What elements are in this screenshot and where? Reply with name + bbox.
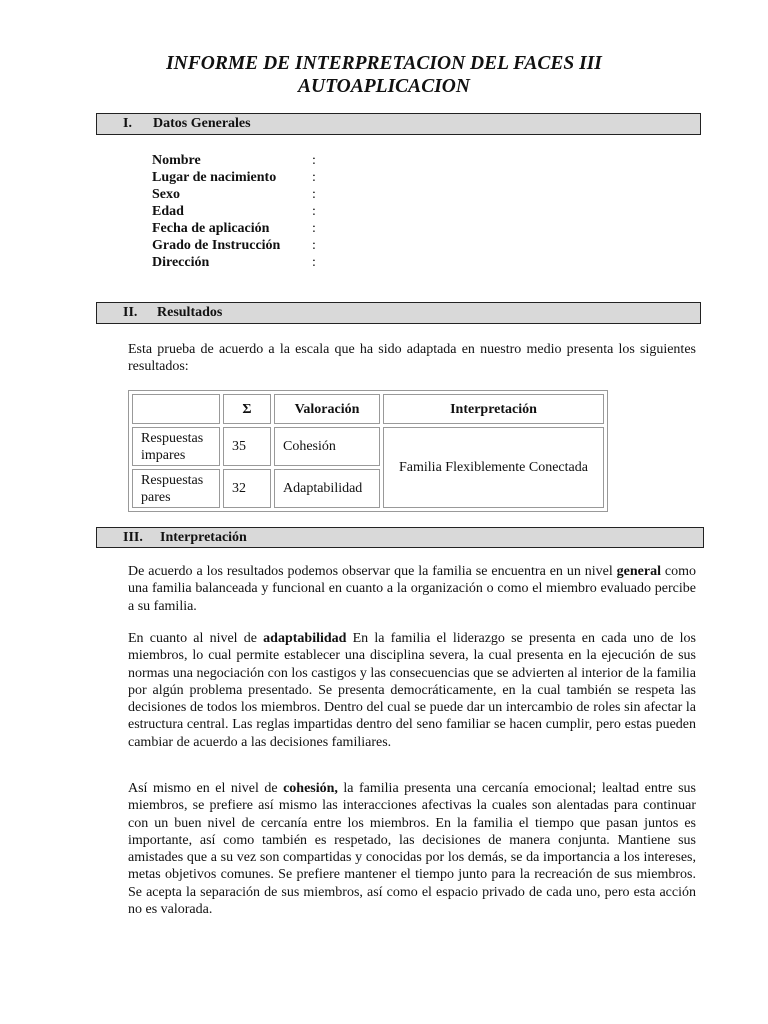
field-separator: : (312, 221, 316, 236)
field-label: Nombre (152, 153, 201, 168)
row-valoracion: Adaptabilidad (274, 469, 380, 508)
section-header-resultados (96, 302, 701, 324)
field-separator: : (312, 170, 316, 185)
row-sum: 32 (223, 469, 271, 508)
table-header-cell (132, 394, 220, 424)
field-separator: : (312, 153, 316, 168)
results-table (128, 390, 608, 512)
field-row-edad (152, 203, 332, 220)
document-title (0, 52, 768, 98)
table-header-sigma: Σ (223, 394, 271, 424)
paragraph-text: Así mismo en el nivel de (128, 781, 284, 796)
section-label: Resultados (157, 305, 223, 320)
section-header-datos-generales (96, 113, 701, 135)
field-separator: : (312, 255, 316, 270)
field-row-fecha-de-aplicacion (152, 220, 332, 237)
paragraph-text: En cuanto al nivel de (128, 631, 264, 646)
resultados-intro: Esta prueba de acuerdo a la escala que ha sido adaptada en nuestro medio presenta los siguientes resultados: (128, 342, 696, 375)
field-separator: : (312, 238, 316, 253)
paragraph-emphasis: general (616, 564, 661, 579)
row-valoracion: Cohesión (274, 427, 380, 466)
field-separator: : (312, 204, 316, 219)
paragraph-emphasis: adaptabilidad (263, 631, 347, 646)
row-label: Respuestas impares (132, 427, 220, 466)
title-line-1: INFORME DE INTERPRETACION DEL FACES III (166, 53, 602, 74)
field-row-direccion (152, 254, 332, 271)
section-number: III. (123, 530, 143, 545)
interpretacion-paragraph-1 (128, 563, 696, 615)
interpretacion-paragraph-3 (128, 780, 696, 918)
row-label: Respuestas pares (132, 469, 220, 508)
field-label: Lugar de nacimiento (152, 170, 277, 185)
field-label: Fecha de aplicación (152, 221, 270, 236)
row-sum: 35 (223, 427, 271, 466)
table-header-interpretacion: Interpretación (383, 394, 604, 424)
field-label: Dirección (152, 255, 210, 270)
paragraph-text: En la familia el liderazgo se presenta en cada uno de los miembros, lo cual permite establecer una disciplina severa, la cual presenta en la ejecución de sus normas una negociación con los castigos y las consecuencias que se advierten al interior de la familia por algún problema presentado. Se presenta democráticamente, en la cual también se respeta las decisiones de todos los miembros. Dentro del cual se puede dar un intercambio de roles sin afectar la estructura central. Las reglas impartidas dentro del seno familiar se hacen cumplir, pero estas pueden cambiar de acuerdo a las decisiones familiares. (128, 631, 696, 750)
section-header-interpretacion (96, 527, 704, 548)
section-label: Datos Generales (153, 116, 251, 131)
table-header-row (132, 394, 604, 424)
field-label: Grado de Instrucción (152, 238, 281, 253)
paragraph-text: De acuerdo a los resultados podemos observar que la familia se encuentra en un nivel (128, 564, 617, 579)
row-interpretacion: Familia Flexiblemente Conectada (383, 427, 604, 508)
interpretacion-paragraph-2 (128, 630, 696, 751)
paragraph-text: la familia presenta una cercanía emocional; lealtad entre sus miembros, se prefiere así mismo las interacciones afectivas la cuales son alentadas para continuar con un buen nivel de cercanía entre los miembros. En la familia el tiempo que pasan juntos es importante, así como también es respetado, las decisiones de manera conjunta. Mantiene sus amistades que a su vez son compartidas y conocidas por los demás, se da importancia a los intereses, metas objetivos comunes. Se prefiere mantener el tiempo junto para la recreación de sus miembros. Se acepta la separación de sus miembros, así como el espacio privado de cada uno, pero esta acción no es valorada. (128, 781, 696, 918)
field-row-sexo (152, 186, 332, 203)
title-line-2: AUTOAPLICACION (298, 76, 470, 97)
field-row-nombre (152, 152, 332, 169)
section-label: Interpretación (160, 530, 247, 545)
section-number: I. (123, 116, 132, 131)
paragraph-emphasis: cohesión, (283, 781, 338, 796)
field-label: Sexo (152, 187, 180, 202)
datos-generales-fields (152, 152, 332, 271)
field-row-grado-de-instruccion (152, 237, 332, 254)
paragraph-text: como una familia balanceada y funcional en cuanto a la organización o como el miembro evaluado percibe a su familia. (128, 564, 696, 614)
field-label: Edad (152, 204, 184, 219)
table-header-valoracion: Valoración (274, 394, 380, 424)
section-number: II. (123, 305, 138, 320)
table-row (132, 427, 604, 466)
field-separator: : (312, 187, 316, 202)
field-row-lugar-de-nacimiento (152, 169, 332, 186)
